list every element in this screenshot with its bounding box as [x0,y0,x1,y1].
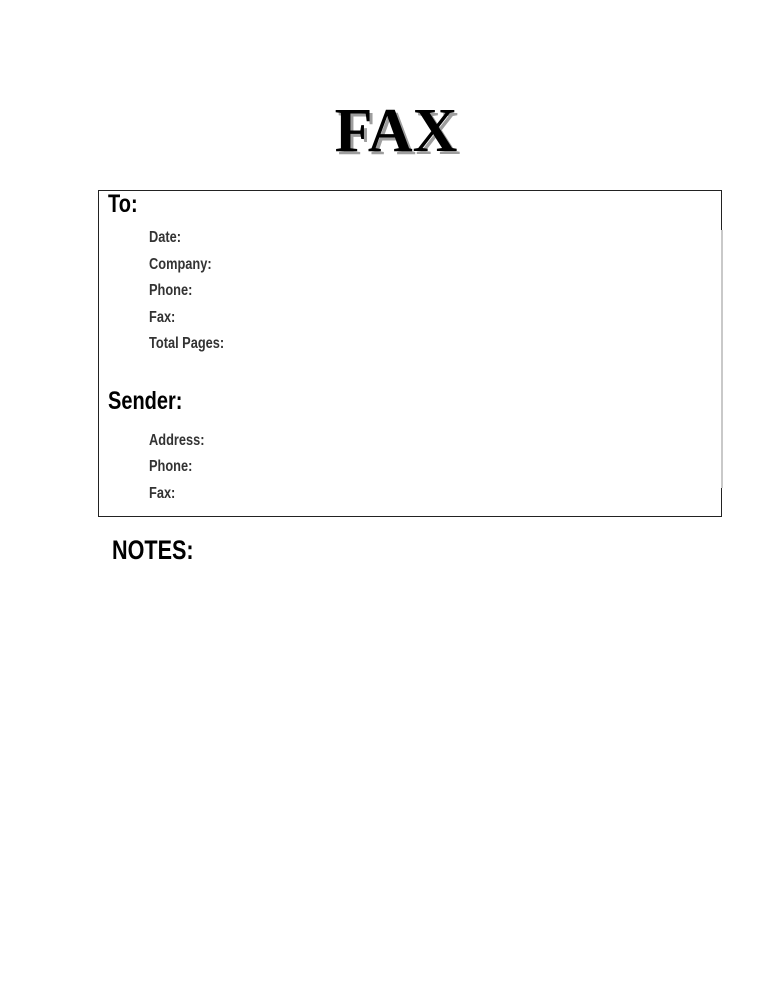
total-pages-label: Total Pages: [148,335,224,352]
to-section-heading: To: [107,189,138,218]
fax-label: Fax: [148,308,175,326]
sender-section-heading: Sender: [107,386,182,415]
sender-field-list [149,428,218,508]
recipient-sender-box [98,190,722,517]
sender-fax-label: Fax: [148,484,175,502]
field-row [149,278,243,305]
company-label: Company: [148,255,212,273]
fax-title: FAX [334,97,458,165]
date-label: Date: [148,229,181,246]
field-row [149,225,243,252]
field-row [149,428,218,455]
field-row [149,305,243,332]
sender-phone-label: Phone: [148,458,192,475]
phone-label: Phone: [148,282,192,299]
field-row [149,331,243,358]
to-field-list [149,225,243,358]
field-row [149,481,218,508]
box-right-border-faded-segment [721,230,723,488]
field-row [149,252,243,279]
sender-address-label: Address: [148,431,204,449]
notes-heading: NOTES: [112,535,194,565]
field-row [149,454,218,481]
